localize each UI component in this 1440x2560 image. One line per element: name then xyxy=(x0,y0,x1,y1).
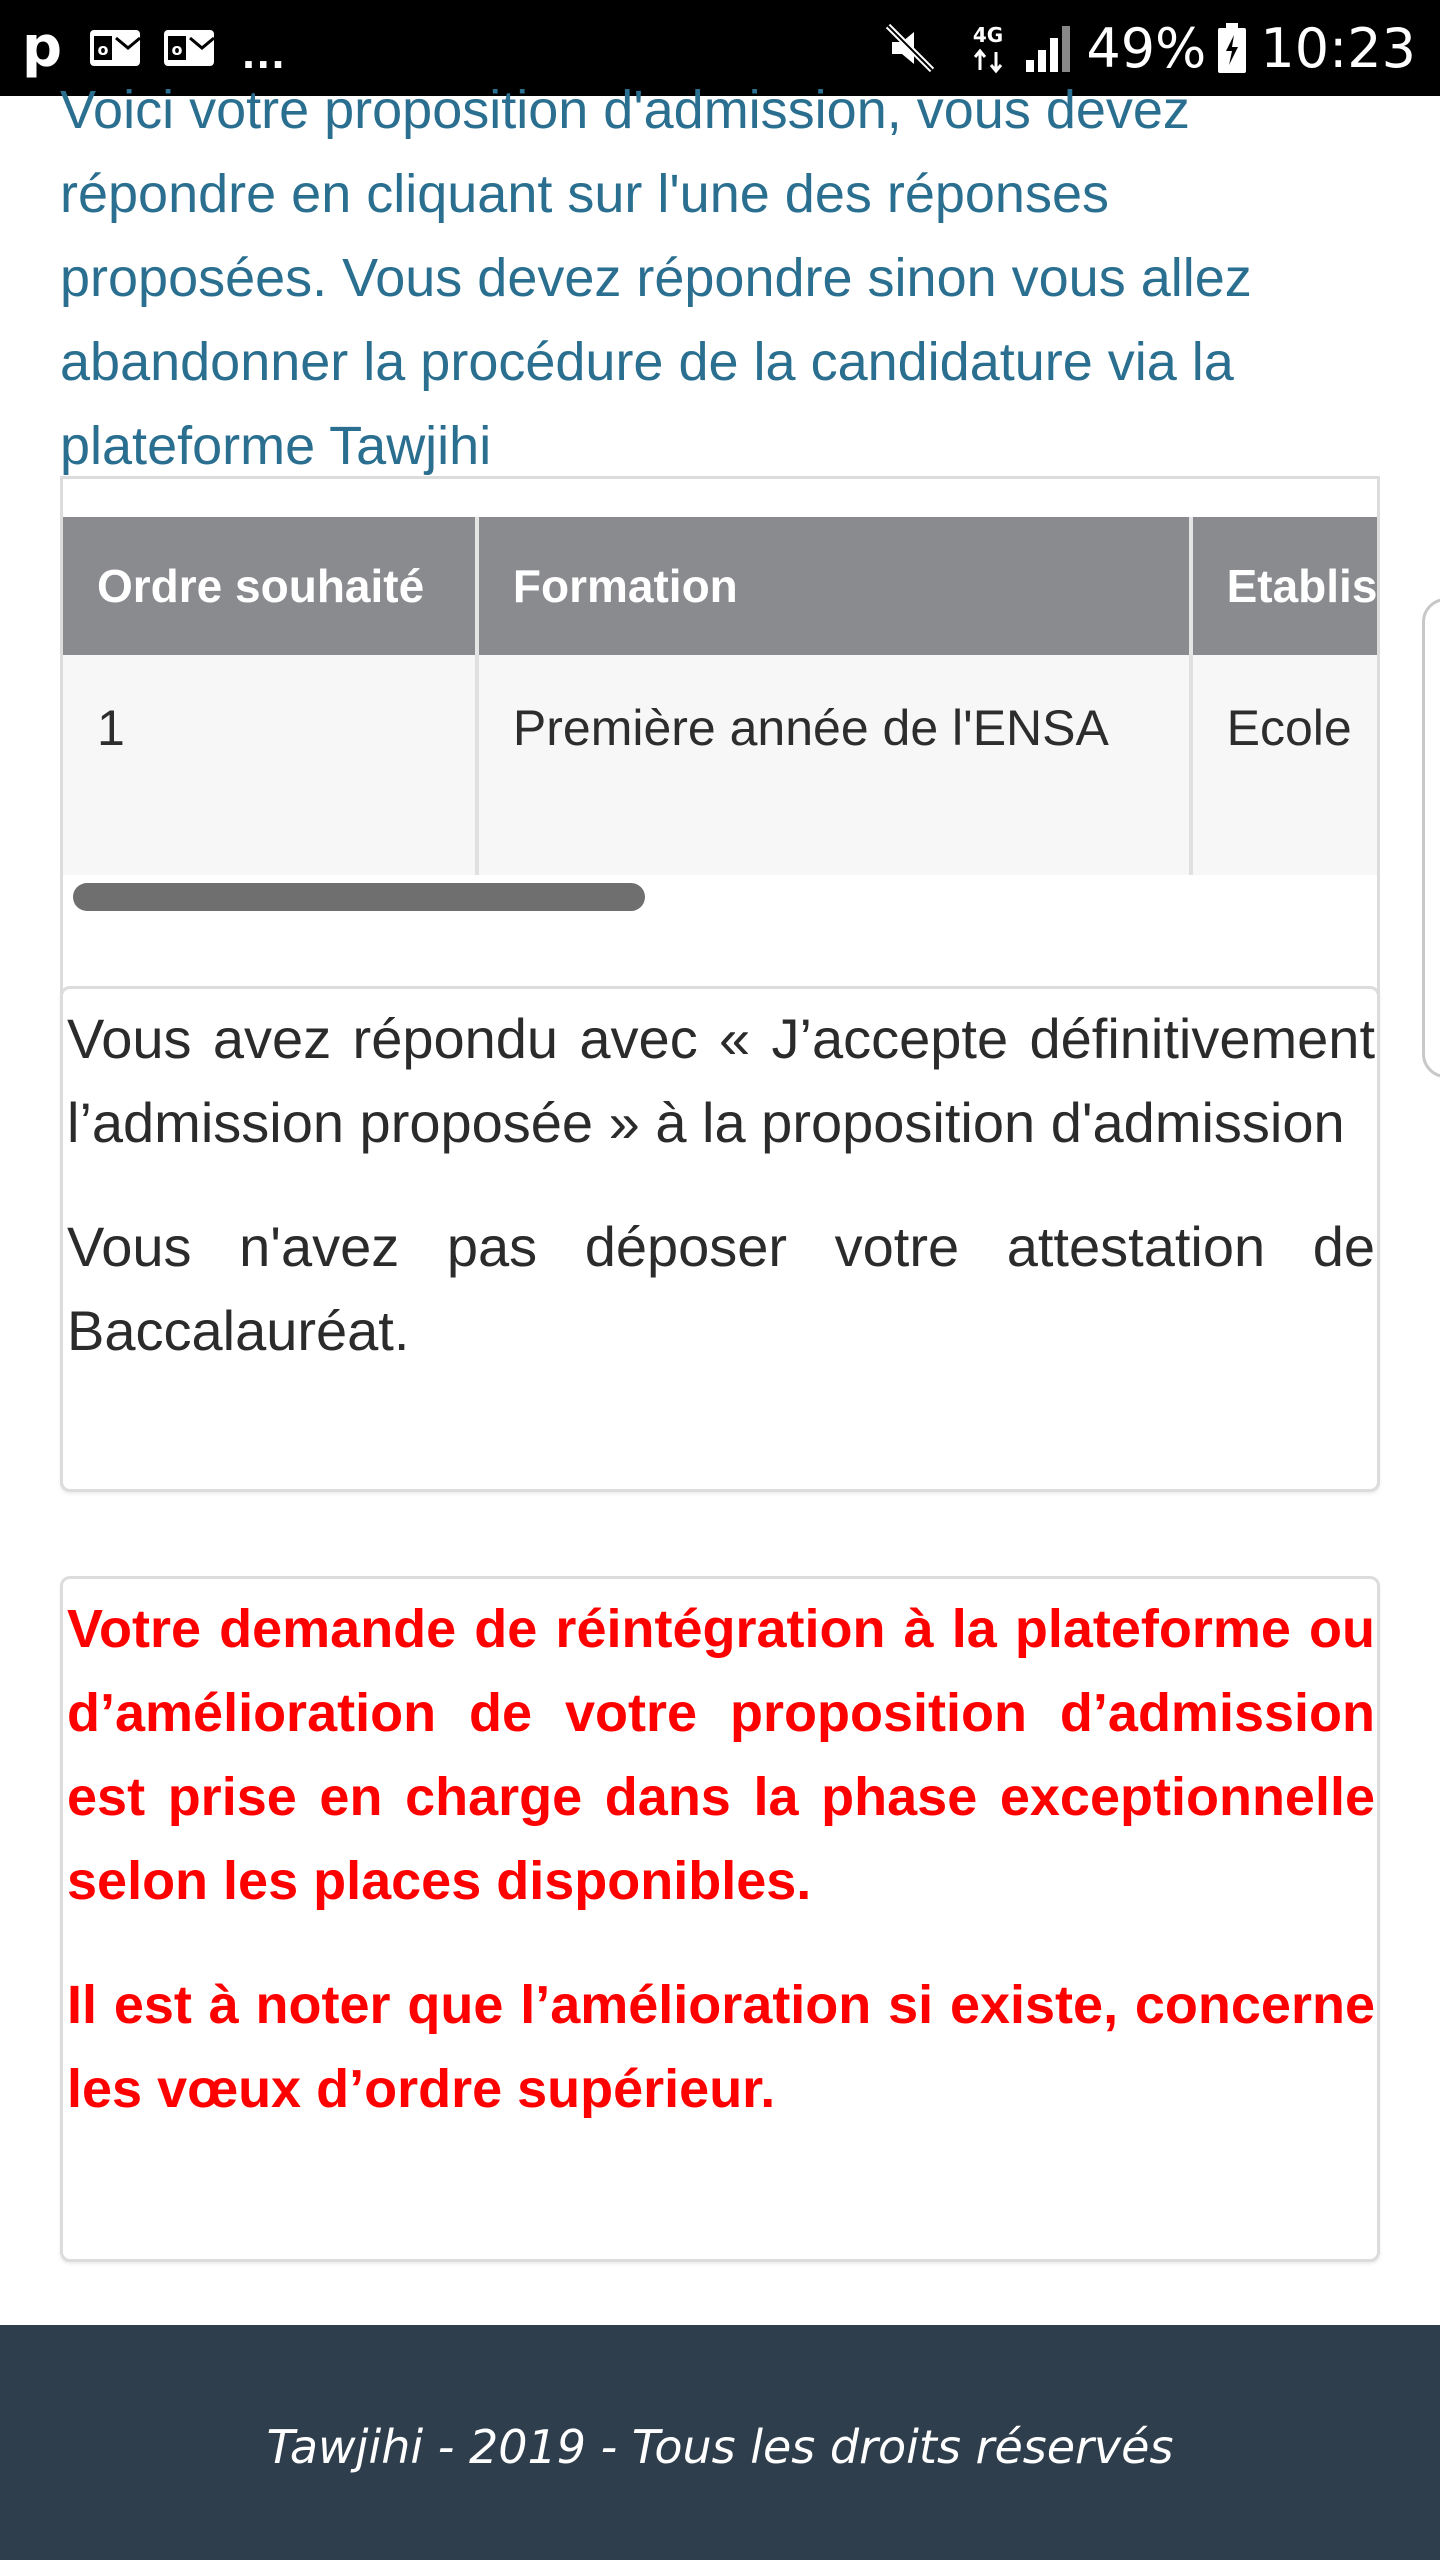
network-label: 4G xyxy=(973,23,1004,47)
admission-table-scroll-area[interactable] xyxy=(63,479,1377,1019)
column-header-ordre: Ordre souhaité xyxy=(63,517,477,655)
table-header-row xyxy=(63,517,1377,655)
cell-formation: Première année de l'ENSA xyxy=(477,655,1191,875)
battery-percent: 49% xyxy=(1086,16,1207,80)
column-header-formation: Formation xyxy=(477,517,1191,655)
table-horizontal-scrollbar[interactable] xyxy=(73,883,645,911)
intro-text: Voici votre proposition d'admission, vous devez répondre en cliquant sur l'une des réponses proposées. Vous devez répondre sinon vous allez abandonner la procédure de la candidature via la plateforme Tawjihi xyxy=(60,80,1252,476)
network-4g-icon xyxy=(968,22,1008,74)
response-panel xyxy=(60,986,1380,1492)
improvement-note: Il est à noter que l’amélioration si existe, concerne les vœux d’ordre supérieur. xyxy=(67,1975,1375,2119)
clock: 10:23 xyxy=(1260,16,1416,80)
more-notifications-indicator: ... xyxy=(242,26,287,78)
table-row xyxy=(63,655,1377,875)
response-message: Vous avez répondu avec « J’accepte définitivement l’admission proposée » à la proposition d'admission xyxy=(67,1007,1375,1154)
page-edge-scroll-indicator xyxy=(1422,598,1440,1078)
footer xyxy=(0,2325,1440,2560)
admission-table-panel xyxy=(60,476,1380,1022)
column-header-etablissement: Etablis xyxy=(1191,517,1377,655)
cell-etablissement: Ecole xyxy=(1191,655,1377,875)
admission-table xyxy=(63,517,1377,875)
mail-notification-icon xyxy=(162,28,216,68)
baccalaureat-missing-message: Vous n'avez pas déposer votre attestation de Baccalauréat. xyxy=(67,1215,1375,1362)
signal-icon xyxy=(1024,24,1076,72)
mail-notification-icon xyxy=(88,28,142,68)
svg-text:o: o xyxy=(97,40,109,59)
footer-copyright: Tawjihi - 2019 - Tous les droits réservés xyxy=(266,2419,1174,2474)
warning-panel xyxy=(60,1576,1380,2262)
svg-text:o: o xyxy=(171,40,183,59)
cell-ordre: 1 xyxy=(63,655,477,875)
app-notification-icon: p xyxy=(22,15,63,80)
reintegration-warning: Votre demande de réintégration à la plateforme ou d’amélioration de votre proposition d’admission est prise en charge dans la phase exceptionnelle selon les places disponibles. xyxy=(67,1599,1375,1911)
battery-icon xyxy=(1216,23,1248,73)
